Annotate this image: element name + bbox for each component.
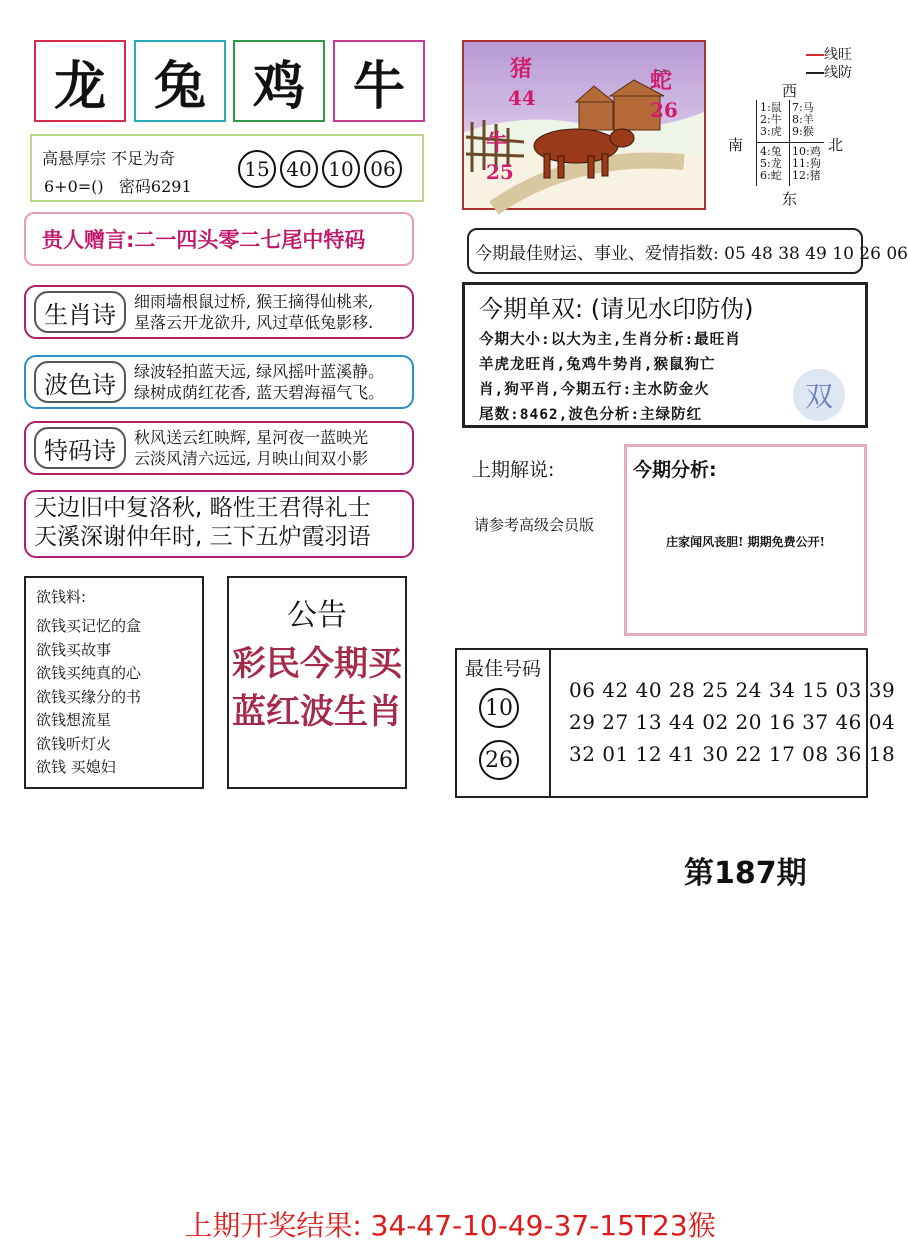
last-explain-text: 请参考高级会员版 xyxy=(474,516,595,534)
notice-line-1: 彩民今期买 xyxy=(232,644,402,684)
danshuang-line: 羊虎龙旺肖,兔鸡牛势肖,猴鼠狗亡 xyxy=(479,357,716,373)
compass-cell: 10:鸡 11:狗 12:猪 xyxy=(792,145,821,182)
snake-label: 蛇 xyxy=(650,68,673,94)
shuang-stamp: 双 xyxy=(793,369,845,421)
yuqian-item: 欲钱听灯火 xyxy=(36,734,112,753)
pig-number: 44 xyxy=(508,86,536,110)
legend-red: 线旺 xyxy=(806,46,852,64)
number-row: 32 01 12 41 30 22 17 08 36 18 xyxy=(569,742,896,766)
poem-tag: 波色诗 xyxy=(34,361,126,403)
notice-title: 公告 xyxy=(287,598,347,633)
compass-cell: 7:马 8:羊 9:猴 xyxy=(792,101,814,138)
best-numbers-title: 最佳号码 xyxy=(464,658,541,680)
poem-row-shengxiao xyxy=(24,285,414,339)
info-line-1: 高悬厚宗 不足为奇 xyxy=(42,149,176,168)
compass-cell: 1:鼠 2:牛 3:虎 xyxy=(760,101,782,138)
zodiac-box-dragon: 龙 xyxy=(34,40,126,122)
couplet-line: 天溪深谢仲年时, 三下五炉霞羽语 xyxy=(34,524,371,550)
yuqian-item: 欲钱 买媳妇 xyxy=(36,758,116,776)
best-numbers-left xyxy=(457,650,551,796)
last-explain-title: 上期解说: xyxy=(472,459,555,481)
danshuang-title: 今期单双: (请见水印防伪) xyxy=(479,295,754,323)
yuqian-item: 欲钱买故事 xyxy=(36,640,112,659)
number-circle: 15 xyxy=(238,150,276,188)
analysis-title: 今期分析: xyxy=(633,459,717,481)
couplet-line: 天边旧中复洛秋, 略性王君得礼士 xyxy=(34,495,371,521)
number-row: 06 42 40 28 25 24 34 15 03 39 xyxy=(569,678,896,702)
info-box xyxy=(30,134,424,202)
zodiac-box-rabbit: 兔 xyxy=(134,40,226,122)
compass-north: 北 xyxy=(828,136,844,154)
poem-row-tema xyxy=(24,421,414,475)
notice-box xyxy=(227,576,407,789)
analysis-text: 庄家闻风丧胆! 期期免费公开! xyxy=(666,535,825,549)
yuqian-item: 欲钱买缘分的书 xyxy=(36,687,142,706)
notice-line-2: 蓝红波生肖 xyxy=(232,692,402,732)
yuqian-item: 欲钱买记忆的盒 xyxy=(36,617,142,635)
compass-cell: 4:兔 5:龙 6:蛇 xyxy=(760,145,782,182)
guiren-banner: 贵人赠言:二一四头零二七尾中特码 xyxy=(24,212,414,266)
info-circles xyxy=(238,150,406,188)
line-legend xyxy=(806,46,852,82)
yuqian-box xyxy=(24,576,204,789)
number-circle: 40 xyxy=(280,150,318,188)
zodiac-box-rooster: 鸡 xyxy=(233,40,325,122)
compass-south: 南 xyxy=(728,136,744,154)
yuqian-item: 欲钱买纯真的心 xyxy=(36,664,142,682)
number-circle: 10 xyxy=(322,150,360,188)
poem-line: 细雨墙根鼠过桥, 猴王摘得仙桃来, xyxy=(134,292,374,311)
compass-east: 东 xyxy=(782,190,798,208)
poem-row-bose xyxy=(24,355,414,409)
couplet-box xyxy=(24,490,414,558)
compass-west: 西 xyxy=(782,82,798,100)
ox-label: 牛 xyxy=(486,130,509,156)
poem-line: 星落云开龙欲升, 风过草低兔影移. xyxy=(134,313,374,332)
danshuang-line: 今期大小:以大为主,生肖分析:最旺肖 xyxy=(479,332,741,348)
best-numbers-box xyxy=(455,648,896,798)
poem-line: 绿波轻拍蓝天远, 绿风摇叶蓝溪静。 xyxy=(134,362,385,381)
danshuang-line: 尾数:8462,波色分析:主绿防红 xyxy=(479,407,703,423)
poem-tag: 生肖诗 xyxy=(34,291,126,333)
yuqian-item: 欲钱想流星 xyxy=(36,711,112,729)
poem-text xyxy=(134,427,368,469)
poem-line: 云淡风清六远远, 月映山间双小影 xyxy=(134,449,369,468)
poem-text xyxy=(134,361,384,403)
zodiac-box-ox: 牛 xyxy=(333,40,425,122)
poem-text xyxy=(134,291,373,333)
best-numbers-grid xyxy=(569,674,895,770)
last-result: 上期开奖结果: 34-47-10-49-37-15T23猴 xyxy=(184,1209,716,1242)
analysis-box xyxy=(624,444,867,636)
pig-label: 猪 xyxy=(510,56,533,82)
poem-tag: 特码诗 xyxy=(34,427,126,469)
ox-number: 25 xyxy=(486,160,514,184)
number-circle: 26 xyxy=(479,740,519,780)
number-row: 29 27 13 44 02 20 16 37 46 04 xyxy=(569,710,896,734)
compass-grid xyxy=(720,80,870,210)
poem-line: 绿树成荫红花香, 蓝天碧海福气飞。 xyxy=(134,383,385,402)
danshuang-box xyxy=(462,282,868,428)
snake-number: 26 xyxy=(650,98,678,122)
farm-illustration xyxy=(462,40,706,210)
index-line: 今期最佳财运、事业、爱情指数: 05 48 38 49 10 26 06 xyxy=(467,228,863,274)
number-circle: 10 xyxy=(479,688,519,728)
number-circle: 06 xyxy=(364,150,402,188)
legend-black: 线防 xyxy=(806,64,852,82)
issue-number: 第187期 xyxy=(684,856,807,891)
danshuang-line: 肖,狗平肖,今期五行:主水防金火 xyxy=(479,382,710,398)
yuqian-title: 欲钱料: xyxy=(36,588,87,606)
info-line-2: 6+0=() 密码6291 xyxy=(44,177,192,196)
poem-line: 秋风送云红映辉, 星河夜一蓝映光 xyxy=(134,428,369,447)
